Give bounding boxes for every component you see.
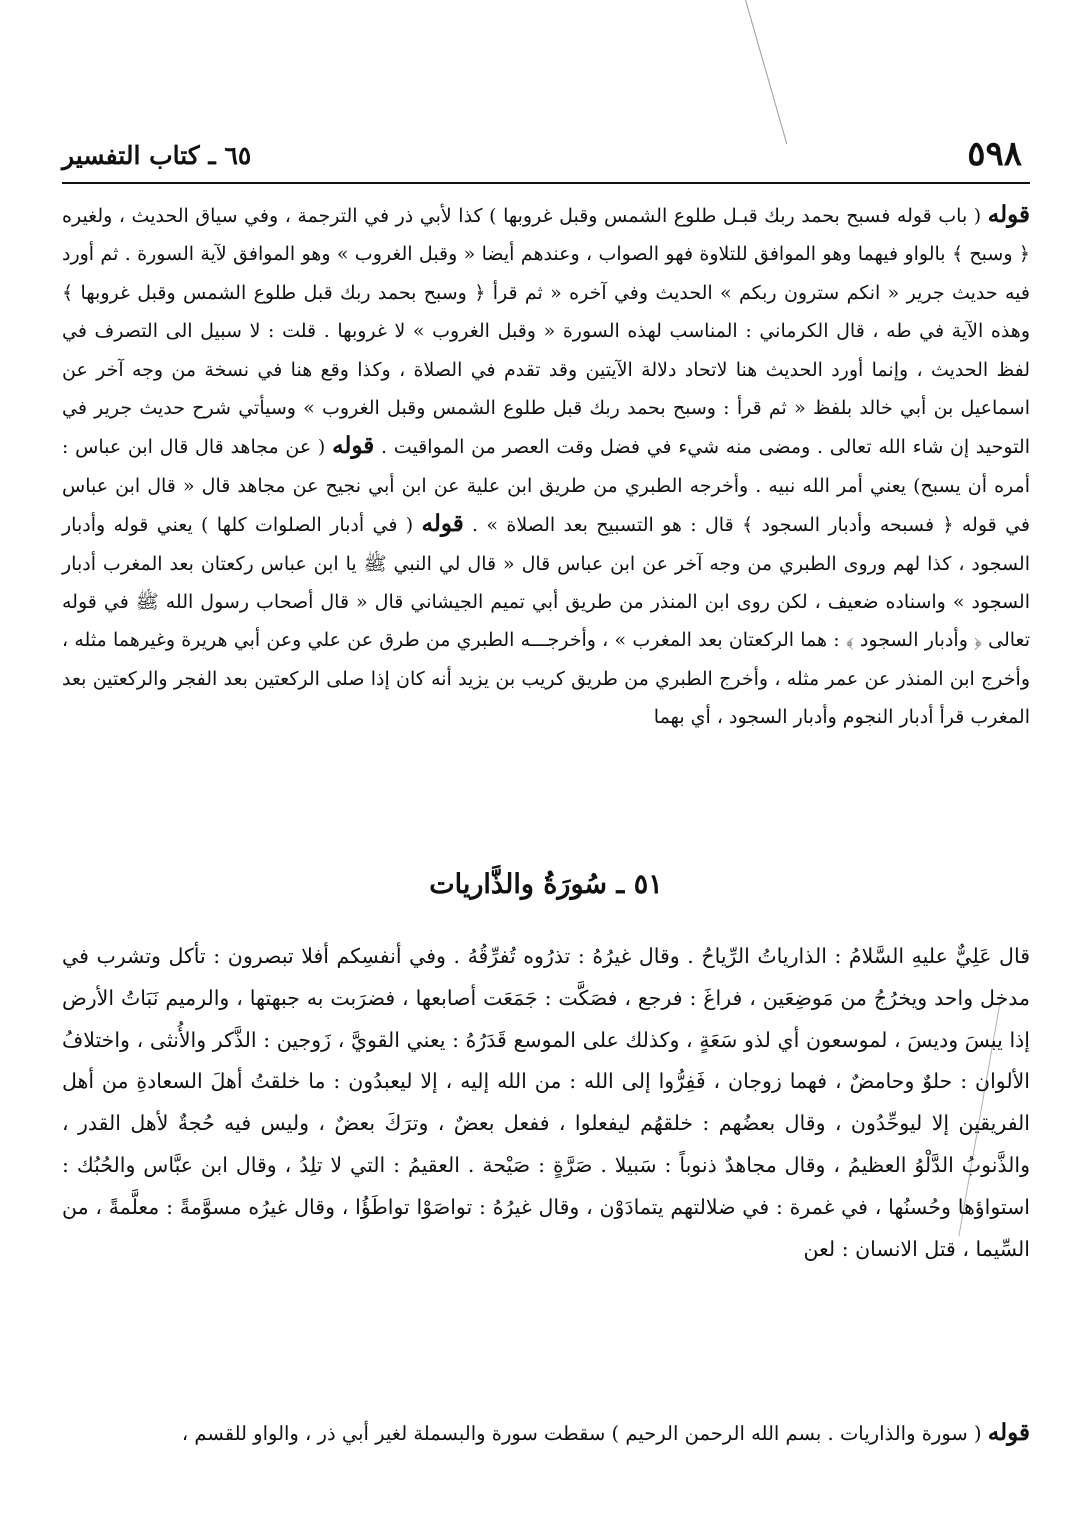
keyword-qawluhu: قوله (987, 1419, 1030, 1446)
keyword-qawluhu: قوله (421, 510, 464, 538)
header-rule (62, 182, 1030, 184)
translation-text: قال عَلِيٌّ عليهِ السَّلامُ : الذارياتُ الرِّياحُ . وقال غيرُهُ : تذرُوه تُفرِّقُهُ . وفي أنفسِكم أفلا تبصرون : تأكل وتشرب في مدخل واحد ويخرُجُ من مَوضِعَين ، فراغَ : فرجع ، فصَكَّت : جَمَعَت أصابعها ، فضرَبت به جبهتها ، والرميم نَبَاتُ الأرض إذا يبسَ وديسَ ، لموسعون أي لذو سَعَةٍ ، وكذلك على الموسع قَدَرُهُ : يعني القويَّ ، زَوجين : الذَّكر والأُنثى ، واختلافُ الألوان : حلوٌ وحامضٌ ، فهما زوجان ، فَفِرُّوا إلى الله : من الله إليه ، إلا ليعبدُون : ما خلقتُ أهلَ السعادةِ من أهل الفريقين إلا ليوحِّدُون ، وقال بعضُهم : خلقهُم ليفعلوا ، ففعل بعضٌ ، وترَكَ بعضٌ ، وليس فيه حُجةٌ لأهل القدر ، والذَّنوبُ الدَّلْوُ العظيمُ ، وقال مجاهدٌ ذنوباً : سَبيلا . صَرَّةٍ : صَيْحة . العقيمُ : التي لا تلِدُ ، وقال ابن عبَّاس والحُبُك : استواؤها وحُسنُها ، في غمرة : في ضلالتهم يتمادَوْن ، وقال غيرُهُ : تواصَوْا تواطَؤُا ، وقال غيرُه مسوَّمةً : معلَّمةً ، من السِّيما ، قتل الانسان : لعن (62, 944, 1030, 1261)
page-header (62, 132, 1030, 180)
section-heading: ٥١ ـ سُورَةُ والذَّاريات (429, 869, 663, 900)
keyword-qawluhu: قوله (332, 432, 375, 460)
commentary-paragraph (62, 196, 1030, 737)
translation-paragraph (62, 936, 1030, 1270)
scan-artifact-line (745, 0, 787, 144)
keyword-qawluhu: قوله (987, 201, 1030, 228)
page-number: ٥٩٨ (967, 134, 1022, 174)
closing-paragraph (62, 1414, 1030, 1453)
closing-text: ( سورة والذاريات . بسم الله الرحمن الرحيم ) سقطت سورة والبسملة لغير أبي ذر ، والواو للقسم ، (181, 1422, 988, 1445)
running-title: ٦٥ ـ كتاب التفسير (62, 141, 252, 170)
commentary-text: ( في أدبار الصلوات كلها ) يعني قوله وأدبار السجود ، كذا لهم وروى الطبري من وجه آخر عن ابن عباس قال « قال لي النبي ﷺ يا ابن عباس ركعتان بعد المغرب أدبار السجود » واسناده ضعيف ، لكن روى ابن المنذر من طريق أبي تميم الجيشاني قال « قال أصحاب رسول الله ﷺ في قوله تعالى ﴿ وأدبار السجود ﴾ : هما الركعتان بعد المغرب » ، وأخرجـــه الطبري من طرق عن علي وعن أبي هريرة وغيرهما مثله ، وأخرج ابن المنذر عن عمر مثله ، وأخرج الطبري من طريق كريب بن يزيد أنه كان إذا صلى الركعتين بعد الفجر والركعتين بعد المغرب قرأ أدبار النجوم وأدبار السجود ، أي بهما (62, 514, 1030, 729)
commentary-text: ( عن مجاهد قال قال ابن عباس : أمره أن يسبح) يعني أمر الله نبيه . وأخرجه الطبري من طريق ابن علية عن ابن أبي نجيح عن مجاهد قال « قال ابن عباس في قوله ﴿ فسبحه وأدبار السجود ﴾ قال : هو التسبيح بعد الصلاة » . (62, 436, 1030, 537)
commentary-text: ( باب قوله فسبح بحمد ربك قبـل طلوع الشمس وقبل غروبها ) كذا لأبي ذر في الترجمة ، وفي سياق الحديث ، ولغيره ﴿ وسبح ﴾ بالواو فيهما وهو الموافق للتلاوة فهو الصواب ، وعندهم أيضا « وقبل الغروب » وهو الموافق لآية السورة . ثم أورد فيه حديث جرير « انكم سترون ربكم » الحديث وفي آخره « ثم قرأ ﴿ وسبح بحمد ربك قبل طلوع الشمس وقبل غروبها ﴾ وهذه الآية في طه ، قال الكرماني : المناسب لهذه السورة « وقبل الغروب » لا غروبها . قلت : لا سبيل الى التصرف في لفظ الحديث ، وإنما أورد الحديث هنا لاتحاد دلالة الآيتين وقد تقدم في الصلاة ، وكذا وقع هنا في نسخة من وجه آخر عن اسماعيل بن أبي خالد بلفظ « ثم قرأ : وسبح بحمد ربك قبل طلوع الشمس وقبل الغروب » وسيأتي شرح حديث جرير في التوحيد إن شاء الله تعالى . ومضى منه شيء في فضل وقت العصر من المواقيت . (62, 205, 1031, 459)
